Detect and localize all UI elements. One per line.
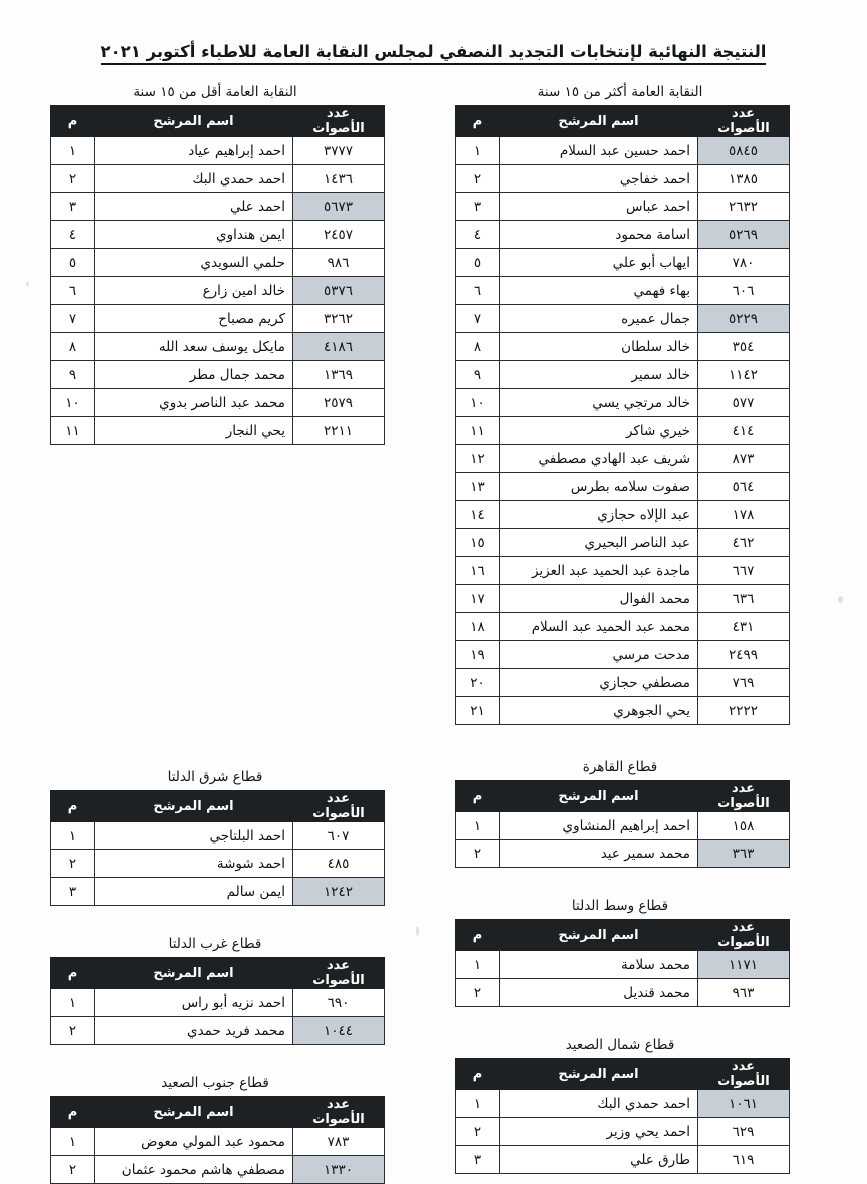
column-header-votes: عدد الأصوات <box>293 1097 385 1128</box>
cell-votes: ٤٣١ <box>698 613 790 641</box>
cell-index: ٢ <box>456 979 500 1007</box>
table-body <box>51 1128 385 1184</box>
cell-votes: ١٢٤٢ <box>293 878 385 906</box>
column-header-num: م <box>456 106 500 137</box>
cell-votes: ٨٧٣ <box>698 445 790 473</box>
table-row <box>51 1156 385 1184</box>
cell-index: ١٧ <box>456 585 500 613</box>
table-row <box>456 249 790 277</box>
table-row <box>51 1128 385 1156</box>
cell-index: ١ <box>456 1090 500 1118</box>
cell-votes: ٦٢٩ <box>698 1118 790 1146</box>
page-title-text: النتيجة النهائية لإنتخابات التجديد النصفي لمجلس النقابة العامة للاطباء أكتوبر ٢٠٢١ <box>101 42 767 65</box>
table-body <box>456 1090 790 1174</box>
cell-votes: ٢٥٧٩ <box>293 389 385 417</box>
table-row <box>456 812 790 840</box>
column-header-num: م <box>51 106 95 137</box>
cell-index: ١ <box>51 989 95 1017</box>
table-general-over15 <box>455 105 790 725</box>
table-row <box>456 697 790 725</box>
cell-votes: ٥٢٢٩ <box>698 305 790 333</box>
cell-candidate-name: احمد يحي وزير <box>500 1118 698 1146</box>
cell-index: ٤ <box>51 221 95 249</box>
table-block-general-under15 <box>45 84 385 445</box>
table-row <box>456 1118 790 1146</box>
cell-candidate-name: مصطفي هاشم محمود عثمان <box>95 1156 293 1184</box>
cell-votes: ٥٢٦٩ <box>698 221 790 249</box>
table-cairo <box>455 780 790 868</box>
table-row <box>456 193 790 221</box>
cell-candidate-name: احمد إبراهيم المنشاوي <box>500 812 698 840</box>
cell-votes: ٥٦٧٣ <box>293 193 385 221</box>
table-row <box>456 333 790 361</box>
cell-candidate-name: احمد خفاجي <box>500 165 698 193</box>
table-row <box>51 165 385 193</box>
cell-index: ٩ <box>51 361 95 389</box>
cell-candidate-name: كريم مصباح <box>95 305 293 333</box>
table-row <box>51 850 385 878</box>
cell-votes: ١١٧١ <box>698 951 790 979</box>
cell-index: ٦ <box>456 277 500 305</box>
cell-index: ٢ <box>51 1156 95 1184</box>
table-row <box>456 137 790 165</box>
table-block-general-over15 <box>450 84 790 725</box>
cell-index: ٢١ <box>456 697 500 725</box>
table-row <box>456 669 790 697</box>
table-header-row <box>51 106 385 137</box>
cell-index: ١٤ <box>456 501 500 529</box>
table-body <box>456 137 790 725</box>
cell-candidate-name: خالد سمير <box>500 361 698 389</box>
cell-candidate-name: احمد حمدي البك <box>500 1090 698 1118</box>
cell-votes: ٤١٨٦ <box>293 333 385 361</box>
cell-votes: ٣٥٤ <box>698 333 790 361</box>
cell-votes: ١٤٣٦ <box>293 165 385 193</box>
caption-south-saeed: قطاع جنوب الصعيد <box>161 1075 269 1091</box>
table-general-under15 <box>50 105 385 445</box>
scan-speckle <box>838 596 843 603</box>
cell-index: ١ <box>51 137 95 165</box>
table-row <box>51 333 385 361</box>
cell-votes: ٦٣٦ <box>698 585 790 613</box>
caption-general-over15: النقابة العامة أكثر من ١٥ سنة <box>537 84 703 100</box>
cell-votes: ٥٧٧ <box>698 389 790 417</box>
table-mid-delta <box>455 919 790 1007</box>
cell-index: ١٦ <box>456 557 500 585</box>
column-header-name: اسم المرشح <box>500 920 698 951</box>
cell-candidate-name: خالد امين زارع <box>95 277 293 305</box>
cell-votes: ٢٤٥٧ <box>293 221 385 249</box>
table-block-cairo <box>450 759 790 868</box>
cell-candidate-name: طارق علي <box>500 1146 698 1174</box>
cell-candidate-name: محمد فريد حمدي <box>95 1017 293 1045</box>
cell-votes: ٦٠٦ <box>698 277 790 305</box>
column-header-votes: عدد الأصوات <box>293 791 385 822</box>
table-row <box>51 989 385 1017</box>
table-row <box>51 137 385 165</box>
caption-mid-delta: قطاع وسط الدلتا <box>571 898 669 914</box>
cell-votes: ٩٦٣ <box>698 979 790 1007</box>
cell-votes: ٧٦٩ <box>698 669 790 697</box>
cell-index: ١ <box>456 137 500 165</box>
cell-index: ٣ <box>456 193 500 221</box>
cell-votes: ٦٠٧ <box>293 822 385 850</box>
cell-index: ١٢ <box>456 445 500 473</box>
table-row <box>51 822 385 850</box>
cell-index: ٢ <box>456 840 500 868</box>
column-header-votes: عدد الأصوات <box>698 1059 790 1090</box>
column-header-name: اسم المرشح <box>500 1059 698 1090</box>
cell-candidate-name: خالد مرتجي يسي <box>500 389 698 417</box>
column-header-name: اسم المرشح <box>95 791 293 822</box>
column-header-num: م <box>456 920 500 951</box>
table-row <box>456 979 790 1007</box>
cell-candidate-name: مصطفي حجازي <box>500 669 698 697</box>
cell-votes: ١٣٨٥ <box>698 165 790 193</box>
table-header-row <box>456 106 790 137</box>
cell-votes: ١٧٨ <box>698 501 790 529</box>
cell-candidate-name: شريف عبد الهادي مصطفي <box>500 445 698 473</box>
cell-index: ١٠ <box>51 389 95 417</box>
column-header-num: م <box>456 781 500 812</box>
cell-index: ٢ <box>51 165 95 193</box>
cell-votes: ٤٨٥ <box>293 850 385 878</box>
cell-candidate-name: خالد سلطان <box>500 333 698 361</box>
table-header-row <box>51 1097 385 1128</box>
table-row <box>456 641 790 669</box>
cell-index: ٦ <box>51 277 95 305</box>
cell-index: ١٩ <box>456 641 500 669</box>
caption-west-delta: قطاع غرب الدلتا <box>168 936 262 952</box>
table-row <box>51 277 385 305</box>
cell-candidate-name: احمد شوشة <box>95 850 293 878</box>
caption-general-under15: النقابة العامة أقل من ١٥ سنة <box>133 84 297 100</box>
table-block-east-delta <box>45 769 385 906</box>
column-header-name: اسم المرشح <box>500 781 698 812</box>
table-body <box>456 812 790 868</box>
cell-candidate-name: محمد سمير عيد <box>500 840 698 868</box>
cell-votes: ٢٤٩٩ <box>698 641 790 669</box>
cell-index: ١٠ <box>456 389 500 417</box>
cell-candidate-name: محمد قنديل <box>500 979 698 1007</box>
table-row <box>51 417 385 445</box>
cell-candidate-name: ايهاب أبو علي <box>500 249 698 277</box>
table-south-saeed <box>50 1096 385 1184</box>
cell-candidate-name: ماجدة عبد الحميد عبد العزيز <box>500 557 698 585</box>
column-header-num: م <box>456 1059 500 1090</box>
cell-index: ٣ <box>456 1146 500 1174</box>
cell-candidate-name: احمد إبراهيم عياد <box>95 137 293 165</box>
cell-index: ١ <box>51 822 95 850</box>
cell-votes: ١٣٦٩ <box>293 361 385 389</box>
cell-index: ٧ <box>456 305 500 333</box>
cell-votes: ٢٦٣٢ <box>698 193 790 221</box>
caption-north-saeed: قطاع شمال الصعيد <box>565 1037 675 1053</box>
table-row <box>456 389 790 417</box>
cell-candidate-name: جمال عميره <box>500 305 698 333</box>
cell-candidate-name: محمد سلامة <box>500 951 698 979</box>
cell-index: ٣ <box>51 878 95 906</box>
cell-candidate-name: ايمن هنداوي <box>95 221 293 249</box>
table-row <box>456 951 790 979</box>
caption-cairo: قطاع القاهرة <box>582 759 658 775</box>
cell-candidate-name: مايكل يوسف سعد الله <box>95 333 293 361</box>
table-row <box>51 221 385 249</box>
cell-candidate-name: عبد الإلاه حجازي <box>500 501 698 529</box>
cell-candidate-name: عبد الناصر البحيري <box>500 529 698 557</box>
scan-speckle <box>416 926 419 936</box>
cell-votes: ٦٦٧ <box>698 557 790 585</box>
cell-index: ٢ <box>51 1017 95 1045</box>
table-row <box>456 221 790 249</box>
cell-candidate-name: احمد علي <box>95 193 293 221</box>
table-row <box>456 1090 790 1118</box>
table-header-row <box>51 958 385 989</box>
cell-votes: ٤١٤ <box>698 417 790 445</box>
table-row <box>456 417 790 445</box>
page-title <box>0 42 867 61</box>
column-header-votes: عدد الأصوات <box>698 781 790 812</box>
cell-index: ٩ <box>456 361 500 389</box>
cell-index: ٢ <box>51 850 95 878</box>
scan-speckle <box>26 282 29 286</box>
cell-candidate-name: بهاء فهمي <box>500 277 698 305</box>
cell-votes: ٣٦٣ <box>698 840 790 868</box>
table-row <box>456 1146 790 1174</box>
table-west-delta <box>50 957 385 1045</box>
cell-votes: ٦١٩ <box>698 1146 790 1174</box>
cell-votes: ٢٢١١ <box>293 417 385 445</box>
cell-candidate-name: خيري شاكر <box>500 417 698 445</box>
table-row <box>456 501 790 529</box>
column-header-votes: عدد الأصوات <box>698 106 790 137</box>
table-body <box>51 137 385 445</box>
table-row <box>456 529 790 557</box>
table-block-west-delta <box>45 936 385 1045</box>
cell-candidate-name: احمد حسين عبد السلام <box>500 137 698 165</box>
cell-index: ٤ <box>456 221 500 249</box>
cell-votes: ١٥٨ <box>698 812 790 840</box>
cell-votes: ٥٣٧٦ <box>293 277 385 305</box>
column-header-num: م <box>51 791 95 822</box>
cell-index: ٣ <box>51 193 95 221</box>
cell-votes: ٣٢٦٢ <box>293 305 385 333</box>
column-header-num: م <box>51 958 95 989</box>
table-row <box>51 1017 385 1045</box>
cell-candidate-name: اسامة محمود <box>500 221 698 249</box>
cell-votes: ٦٩٠ <box>293 989 385 1017</box>
table-header-row <box>456 920 790 951</box>
table-block-south-saeed <box>45 1075 385 1184</box>
cell-index: ٢ <box>456 165 500 193</box>
cell-index: ١ <box>51 1128 95 1156</box>
cell-candidate-name: احمد حمدي البك <box>95 165 293 193</box>
cell-index: ١١ <box>456 417 500 445</box>
table-body <box>51 822 385 906</box>
table-row <box>456 361 790 389</box>
cell-index: ١١ <box>51 417 95 445</box>
column-header-name: اسم المرشح <box>95 106 293 137</box>
cell-candidate-name: محمود عبد المولي معوض <box>95 1128 293 1156</box>
column-header-name: اسم المرشح <box>95 958 293 989</box>
cell-candidate-name: احمد البلتاجي <box>95 822 293 850</box>
cell-candidate-name: حلمي السويدي <box>95 249 293 277</box>
table-row <box>51 249 385 277</box>
table-east-delta <box>50 790 385 906</box>
cell-votes: ٧٨٠ <box>698 249 790 277</box>
table-row <box>456 473 790 501</box>
cell-index: ١ <box>456 812 500 840</box>
cell-votes: ٥٦٤ <box>698 473 790 501</box>
table-row <box>456 557 790 585</box>
table-header-row <box>51 791 385 822</box>
column-header-num: م <box>51 1097 95 1128</box>
cell-index: ٢٠ <box>456 669 500 697</box>
cell-votes: ٣٧٧٧ <box>293 137 385 165</box>
cell-candidate-name: محمد الفوال <box>500 585 698 613</box>
table-header-row <box>456 781 790 812</box>
table-row <box>456 277 790 305</box>
table-row <box>51 361 385 389</box>
table-north-saeed <box>455 1058 790 1174</box>
cell-candidate-name: احمد نزيه أبو راس <box>95 989 293 1017</box>
right-column <box>450 84 790 1174</box>
cell-votes: ٢٢٢٢ <box>698 697 790 725</box>
cell-index: ٥ <box>51 249 95 277</box>
caption-east-delta: قطاع شرق الدلتا <box>167 769 263 785</box>
cell-candidate-name: محمد عبد الناصر بدوي <box>95 389 293 417</box>
table-row <box>456 613 790 641</box>
column-header-name: اسم المرشح <box>500 106 698 137</box>
cell-index: ٧ <box>51 305 95 333</box>
column-header-votes: عدد الأصوات <box>293 106 385 137</box>
column-header-votes: عدد الأصوات <box>698 920 790 951</box>
cell-candidate-name: محمد عبد الحميد عبد السلام <box>500 613 698 641</box>
cell-index: ١٣ <box>456 473 500 501</box>
cell-votes: ٤٦٢ <box>698 529 790 557</box>
table-row <box>456 445 790 473</box>
cell-index: ١٨ <box>456 613 500 641</box>
column-header-votes: عدد الأصوات <box>293 958 385 989</box>
table-row <box>51 193 385 221</box>
cell-index: ١٥ <box>456 529 500 557</box>
table-header-row <box>456 1059 790 1090</box>
table-row <box>51 305 385 333</box>
table-block-north-saeed <box>450 1037 790 1174</box>
cell-index: ١ <box>456 951 500 979</box>
cell-candidate-name: صفوت سلامه بطرس <box>500 473 698 501</box>
cell-votes: ٧٨٣ <box>293 1128 385 1156</box>
left-column <box>45 84 385 1184</box>
cell-votes: ١١٤٢ <box>698 361 790 389</box>
cell-candidate-name: مدحت مرسي <box>500 641 698 669</box>
table-row <box>51 878 385 906</box>
table-row <box>456 585 790 613</box>
column-header-name: اسم المرشح <box>95 1097 293 1128</box>
cell-votes: ١٠٤٤ <box>293 1017 385 1045</box>
cell-votes: ٥٨٤٥ <box>698 137 790 165</box>
cell-candidate-name: ايمن سالم <box>95 878 293 906</box>
cell-candidate-name: يحي النجار <box>95 417 293 445</box>
cell-index: ٢ <box>456 1118 500 1146</box>
table-body <box>51 989 385 1045</box>
cell-candidate-name: محمد جمال مطر <box>95 361 293 389</box>
table-row <box>51 389 385 417</box>
table-body <box>456 951 790 1007</box>
cell-votes: ٩٨٦ <box>293 249 385 277</box>
table-block-mid-delta <box>450 898 790 1007</box>
table-row <box>456 165 790 193</box>
cell-votes: ١٣٣٠ <box>293 1156 385 1184</box>
cell-votes: ١٠٦١ <box>698 1090 790 1118</box>
cell-index: ٨ <box>51 333 95 361</box>
table-row <box>456 305 790 333</box>
cell-index: ٥ <box>456 249 500 277</box>
cell-candidate-name: احمد عباس <box>500 193 698 221</box>
cell-index: ٨ <box>456 333 500 361</box>
cell-candidate-name: يحي الجوهري <box>500 697 698 725</box>
table-row <box>456 840 790 868</box>
